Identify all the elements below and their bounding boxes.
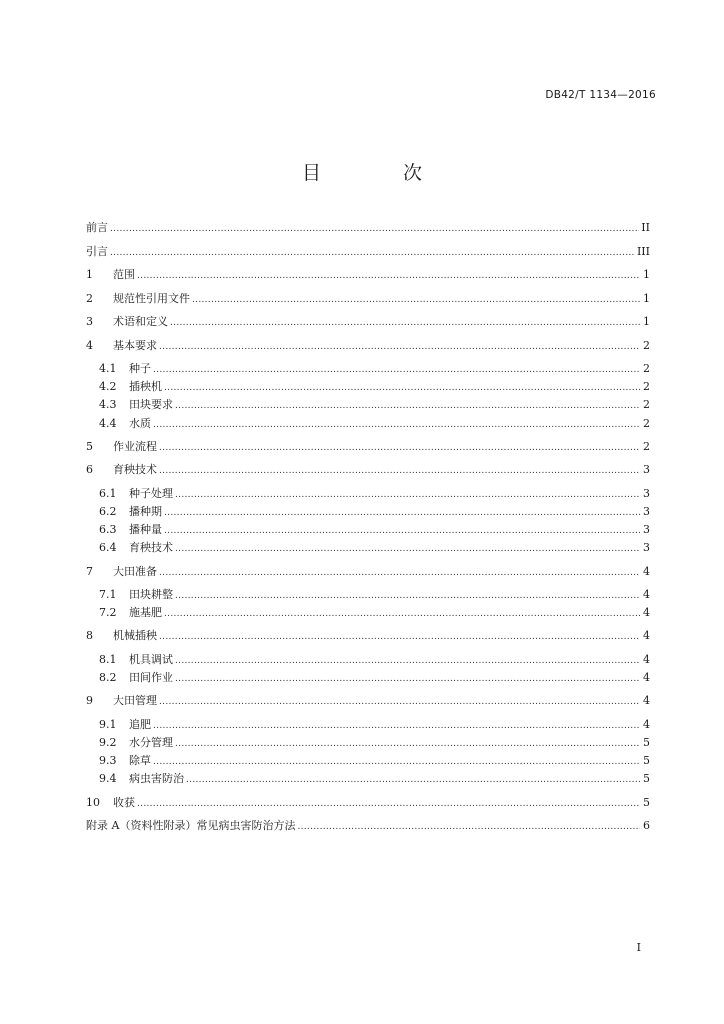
toc-entry-page: 2 (643, 398, 650, 412)
toc-entry-page: 4 (643, 717, 650, 731)
dot-leader (153, 365, 640, 375)
toc-entry-page: 2 (643, 362, 650, 375)
toc-entry-number: 9.4 (99, 772, 117, 786)
toc-entry-label: 机具调试 (129, 652, 173, 666)
toc-entry[interactable] (86, 337, 650, 361)
dot-leader (159, 632, 640, 642)
dot-leader (297, 822, 640, 832)
toc-entry-label: 育秧技术 (129, 541, 173, 555)
toc-subentry[interactable] (86, 378, 650, 396)
toc-entry-label: 播种量 (129, 523, 162, 537)
toc-entry-label: 田块耕整 (129, 588, 173, 601)
toc-entry-page: 2 (643, 416, 650, 430)
toc-entry-label: 育秧技术 (113, 463, 157, 477)
toc-entry[interactable] (86, 266, 650, 290)
dot-leader (159, 342, 640, 352)
dot-leader (137, 799, 640, 809)
toc-entry-label: 种子 (129, 362, 151, 375)
toc-entry-page: 3 (643, 523, 650, 537)
dot-leader (164, 383, 640, 393)
dot-leader (159, 568, 640, 578)
toc-entry-page: 1 (643, 315, 650, 328)
toc-entry-page: 4 (643, 671, 650, 685)
toc-subentry[interactable] (86, 539, 650, 557)
toc-entry[interactable] (86, 563, 650, 587)
toc-entry-label: 术语和定义 (113, 315, 168, 328)
toc-entry-number: 7.2 (99, 606, 117, 620)
toc-subentry[interactable] (86, 770, 650, 788)
toc-entry-page: 4 (643, 629, 650, 643)
toc-entry-number: 3 (86, 315, 93, 328)
dot-leader (164, 508, 640, 518)
toc-subentry[interactable] (86, 651, 650, 669)
toc-entry-page: 2 (643, 439, 650, 453)
toc-entry-label: 机械插秧 (113, 629, 157, 643)
toc-entry-page: 6 (643, 819, 650, 832)
toc-entry-label: 基本要求 (113, 338, 157, 352)
dot-leader (175, 674, 640, 684)
toc-entry-label: 大田准备 (113, 564, 157, 578)
toc-entry-number: 7 (86, 564, 93, 578)
toc-entry-label: 病虫害防治 (129, 772, 184, 786)
toc-entry-page: 1 (643, 291, 650, 305)
toc-subentry[interactable] (86, 503, 650, 521)
dot-leader (153, 757, 640, 767)
toc-entry-number: 4.1 (99, 362, 117, 375)
toc-entry[interactable] (86, 627, 650, 651)
toc-entry-page: 4 (643, 588, 650, 601)
toc-subentry[interactable] (86, 521, 650, 539)
toc-entry-number: 8.1 (99, 652, 117, 666)
dot-leader (159, 697, 640, 707)
toc-subentry[interactable] (86, 485, 650, 503)
toc-entry[interactable] (86, 461, 650, 485)
toc-entry-number: 4.2 (99, 380, 117, 394)
table-of-contents (86, 219, 650, 841)
toc-entry-label: 种子处理 (129, 486, 173, 500)
toc-entry-label: 水质 (129, 416, 151, 430)
toc-entry-label: 规范性引用文件 (113, 291, 190, 305)
toc-entry-number: 8.2 (99, 671, 117, 685)
toc-entry-number: 9 (86, 694, 93, 708)
toc-entry-label: 大田管理 (113, 694, 157, 708)
standard-code: DB42/T 1134—2016 (545, 89, 656, 101)
toc-entry-number: 6.3 (99, 523, 117, 537)
toc-subentry[interactable] (86, 604, 650, 622)
toc-entry[interactable] (86, 313, 650, 337)
toc-entry-page: 5 (643, 772, 650, 786)
toc-entry-page: 3 (643, 504, 650, 518)
toc-entry-page: 4 (643, 694, 650, 708)
toc-entry-number: 4.3 (99, 398, 117, 412)
toc-entry-page: 4 (643, 564, 650, 578)
toc-subentry[interactable] (86, 360, 650, 378)
toc-entry-page: 3 (643, 541, 650, 555)
toc-entry-label: 田间作业 (129, 671, 173, 685)
toc-entry-page: 2 (643, 338, 650, 352)
dot-leader (175, 656, 640, 666)
dot-leader (153, 721, 640, 731)
dot-leader (159, 466, 640, 476)
toc-title: 目 次 (301, 162, 461, 184)
toc-entry-number: 9.1 (99, 717, 117, 731)
dot-leader (110, 248, 635, 258)
toc-entry-label: 引言 (86, 244, 108, 258)
toc-subentry[interactable] (86, 396, 650, 414)
toc-subentry[interactable] (86, 669, 650, 687)
dot-leader (175, 591, 640, 601)
toc-entry[interactable] (86, 692, 650, 716)
toc-entry-label: 施基肥 (129, 606, 162, 620)
toc-entry-number: 6.1 (99, 486, 117, 500)
toc-entry-label: 范围 (113, 268, 135, 281)
toc-entry[interactable] (86, 219, 650, 243)
dot-leader (137, 271, 640, 281)
dot-leader (110, 224, 639, 234)
toc-entry-number: 7.1 (99, 588, 117, 601)
dot-leader (159, 443, 640, 453)
toc-entry[interactable] (86, 794, 650, 818)
toc-entry-page: 4 (643, 606, 650, 620)
toc-entry-page: III (636, 244, 650, 258)
toc-entry[interactable] (86, 243, 650, 267)
toc-entry-label: 收获 (113, 795, 135, 809)
toc-subentry[interactable] (86, 716, 650, 734)
toc-subentry[interactable] (86, 752, 650, 770)
toc-entry-page: 3 (643, 486, 650, 500)
dot-leader (153, 420, 640, 430)
toc-entry-number: 6.2 (99, 504, 117, 518)
toc-entry-number: 6 (86, 463, 93, 477)
dot-leader (175, 544, 640, 554)
toc-entry-page: 5 (643, 754, 650, 768)
toc-entry[interactable] (86, 438, 650, 462)
toc-entry-number: 4 (86, 338, 93, 352)
dot-leader (175, 739, 640, 749)
toc-entry-page: 2 (643, 380, 650, 394)
toc-entry-number: 9.2 (99, 735, 117, 749)
toc-entry-number: 1 (86, 268, 93, 281)
toc-entry-page: 4 (643, 652, 650, 666)
toc-entry-number: 10 (86, 795, 100, 809)
toc-entry-page: 5 (643, 795, 650, 809)
page-number: I (636, 941, 641, 954)
toc-entry-page: 1 (643, 268, 650, 281)
toc-entry-label: 插秧机 (129, 380, 162, 394)
toc-entry-number: 9.3 (99, 754, 117, 768)
toc-entry-number: 6.4 (99, 541, 117, 555)
toc-entry-label: 除草 (129, 754, 151, 768)
toc-entry-label: 田块要求 (129, 398, 173, 412)
toc-entry-page: II (641, 221, 650, 234)
toc-entry-number: 5 (86, 439, 93, 453)
dot-leader (170, 318, 640, 328)
dot-leader (175, 401, 640, 411)
toc-entry[interactable] (86, 290, 650, 314)
toc-entry[interactable] (86, 817, 650, 841)
toc-entry-label: 附录 A（资料性附录）常见病虫害防治方法 (86, 819, 296, 832)
toc-entry-page: 5 (643, 735, 650, 749)
dot-leader (186, 775, 640, 785)
dot-leader (164, 526, 640, 536)
toc-entry-number: 2 (86, 291, 93, 305)
toc-entry-page: 3 (643, 463, 650, 477)
toc-entry-number: 8 (86, 629, 93, 643)
toc-subentry[interactable] (86, 586, 650, 604)
toc-entry-label: 播种期 (129, 504, 162, 518)
toc-entry-label: 前言 (86, 221, 108, 234)
dot-leader (192, 295, 640, 305)
dot-leader (175, 490, 640, 500)
toc-entry-number: 4.4 (99, 416, 117, 430)
toc-subentry[interactable] (86, 734, 650, 752)
toc-entry-label: 追肥 (129, 717, 151, 731)
toc-entry-label: 作业流程 (113, 439, 157, 453)
toc-entry-label: 水分管理 (129, 735, 173, 749)
toc-subentry[interactable] (86, 415, 650, 433)
dot-leader (164, 609, 640, 619)
